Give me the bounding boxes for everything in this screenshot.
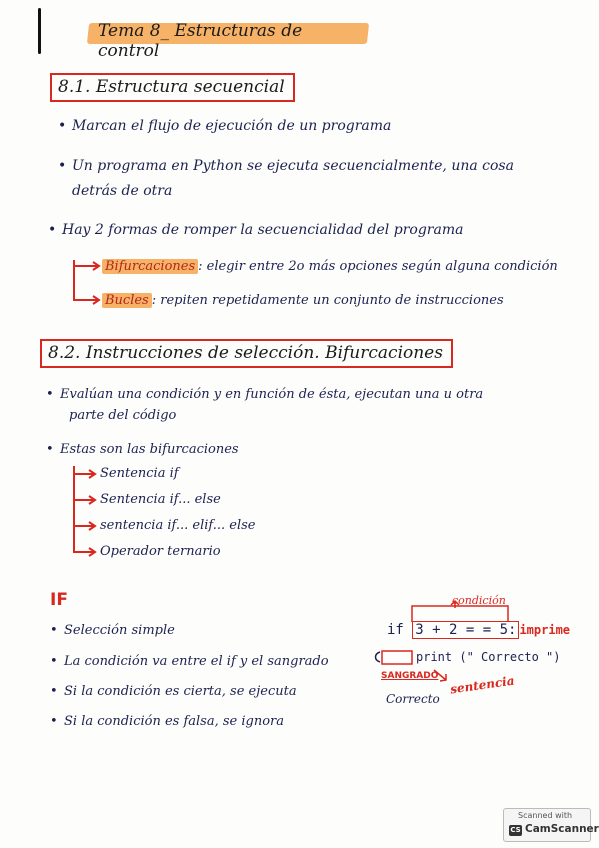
- branch-bifurcaciones: Bifurcaciones : elegir entre 2o más opciones según alguna condición: [102, 259, 558, 274]
- bullet-item: • Estas son las bifurcaciones: [46, 442, 239, 457]
- bullet-item: • Si la condición es cierta, se ejecuta: [50, 684, 297, 699]
- watermark-brand: CamScanner: [525, 823, 599, 835]
- camscanner-logo-icon: CS: [510, 826, 521, 834]
- bullet-dot: •: [46, 387, 54, 402]
- bullet-continuation: parte del código: [69, 408, 177, 423]
- bullet-item: • Si la condición es falsa, se ignora: [50, 714, 285, 729]
- term-highlight: Bifurcaciones: [102, 259, 198, 274]
- code-condition: 3 + 2 = = 5:: [412, 621, 519, 639]
- bullet-item: • Hay 2 formas de romper la secuencialidad del programa: [48, 222, 464, 238]
- bullet-item: • Selección simple: [50, 623, 175, 638]
- section-heading-8-2: 8.2. Instrucciones de selección. Bifurcaciones: [40, 339, 453, 368]
- bullet-item: • Un programa en Python se ejecuta secuencialmente, una cosa: [58, 158, 514, 174]
- list-item: sentencia if... elif... else: [100, 518, 256, 533]
- list-item: Sentencia if: [100, 466, 179, 481]
- bullet-dot: •: [50, 623, 58, 638]
- indent-marker: [372, 648, 416, 668]
- list-item: Sentencia if... else: [100, 492, 221, 507]
- bullet-item: • La condición va entre el if y el sangrado: [50, 654, 329, 669]
- bifurcation-arrows: [68, 464, 100, 560]
- bullet-dot: •: [58, 158, 67, 174]
- list-item: Operador ternario: [100, 544, 221, 559]
- section-heading-8-1: 8.1. Estructura secuencial: [50, 73, 295, 102]
- if-heading: IF: [50, 590, 68, 610]
- bullet-dot: •: [50, 684, 58, 699]
- bullet-dot: •: [50, 714, 58, 729]
- bullet-dot: •: [50, 654, 58, 669]
- bullet-item: • Marcan el flujo de ejecución de un programa: [58, 118, 392, 134]
- label-sangrado: SANGRADO: [381, 671, 439, 681]
- code-output: Correcto: [386, 692, 440, 706]
- branch-arrows: [70, 256, 102, 306]
- code-print-line: print (" Correcto "): [416, 650, 561, 664]
- bullet-item: • Evalúan una condición y en función de ésta, ejecutan una u otra: [46, 387, 484, 402]
- branch-bucles: Bucles : repiten repetidamente un conjunto de instrucciones: [102, 293, 504, 308]
- camscanner-watermark: [503, 808, 599, 842]
- page-title: Tema 8_ Estructuras de control: [98, 21, 303, 61]
- code-if-line: [387, 622, 570, 638]
- bullet-dot: •: [46, 442, 54, 457]
- margin-mark: [38, 8, 41, 54]
- title-block: [88, 20, 368, 61]
- label-condicion: condición: [452, 594, 506, 607]
- bullet-continuation: detrás de otra: [72, 183, 173, 199]
- code-suffix: imprime: [519, 623, 571, 637]
- bullet-dot: •: [58, 118, 67, 134]
- watermark-caption: Scanned with: [518, 811, 573, 820]
- sangrado-arrow: [432, 668, 450, 688]
- term-highlight: Bucles: [102, 293, 152, 308]
- label-sentencia: sentencia: [449, 673, 516, 697]
- bullet-dot: •: [48, 222, 57, 238]
- code-keyword: if: [387, 622, 404, 638]
